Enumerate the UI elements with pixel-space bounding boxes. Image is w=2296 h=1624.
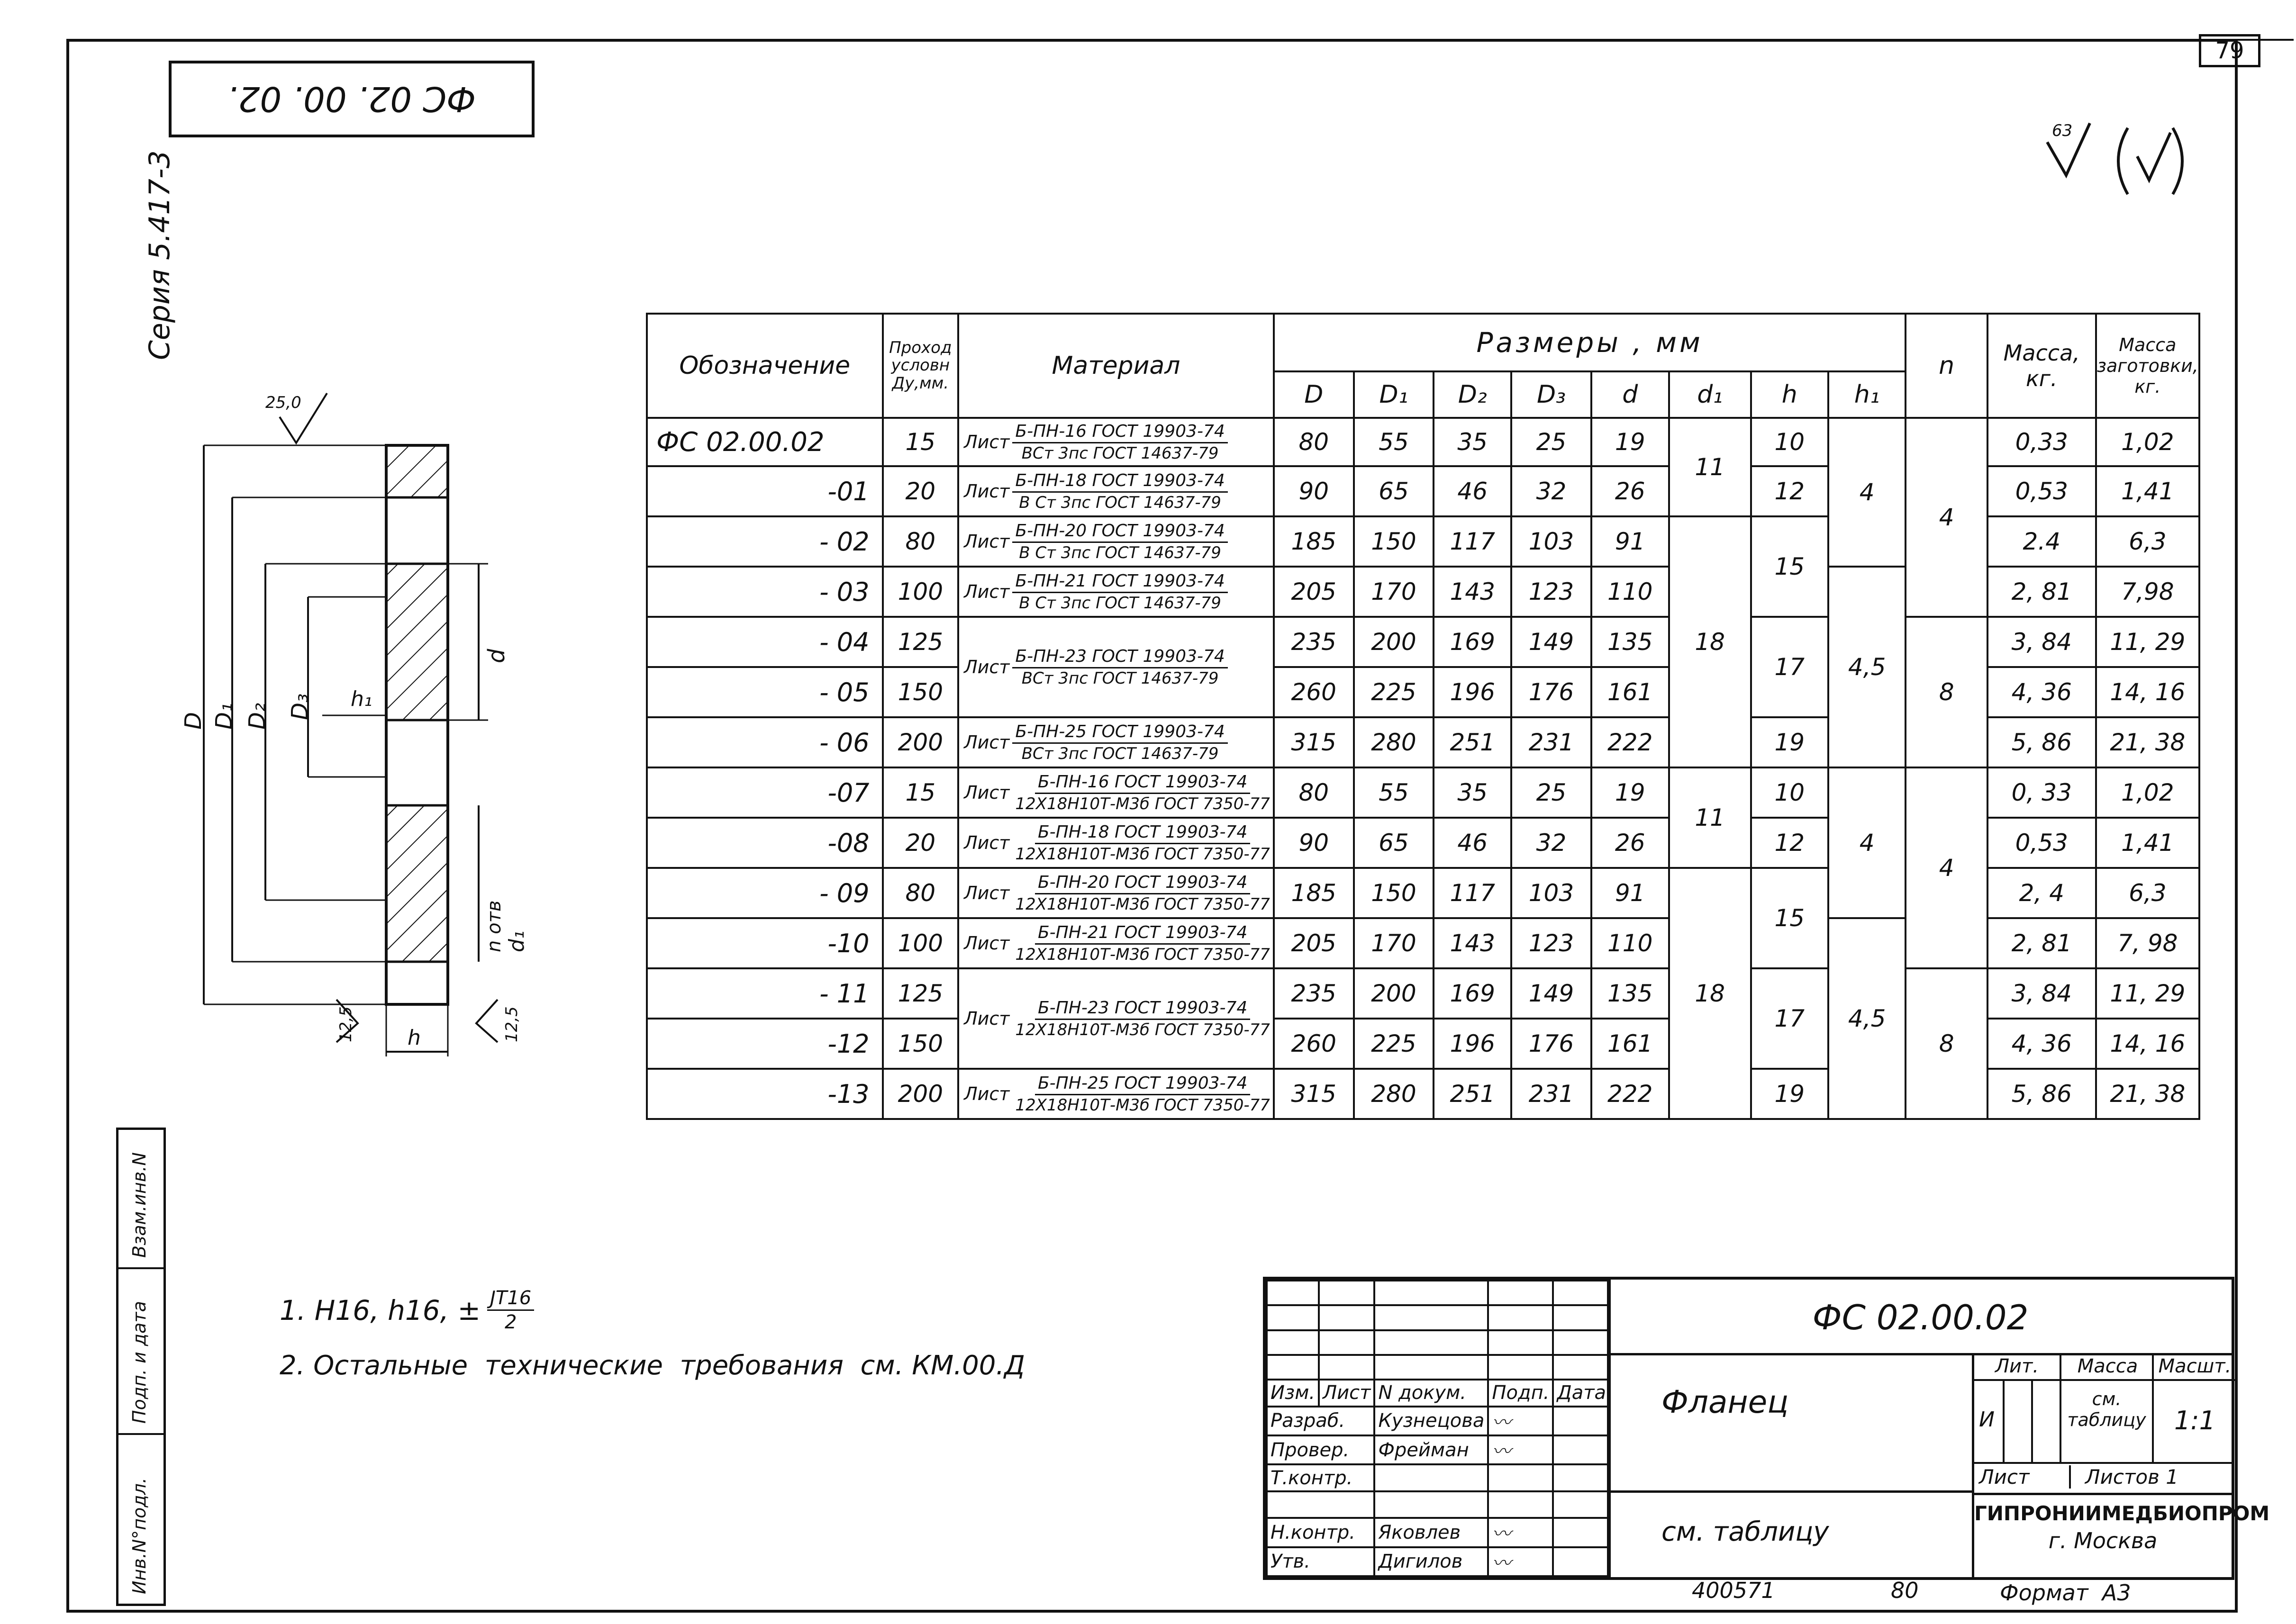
cell-D: 90 xyxy=(1274,818,1354,868)
material-word: Лист xyxy=(964,481,1010,502)
tb-n-utv: Дигилов xyxy=(1374,1547,1488,1576)
cell-mass: 3, 84 xyxy=(1987,617,2096,667)
cell-D3: 231 xyxy=(1511,1069,1591,1119)
cell-h: 17 xyxy=(1751,617,1828,717)
cell-D1: 170 xyxy=(1354,567,1434,617)
cell-blank-mass: 11, 29 xyxy=(2096,617,2199,667)
material-bottom: 12Х18Н10Т-М3б ГОСТ 7350-77 xyxy=(1015,1020,1270,1039)
cell-blank-mass: 11, 29 xyxy=(2096,968,2199,1019)
footer-inv: 400571 xyxy=(1692,1578,1775,1603)
cell-passage: 125 xyxy=(883,968,959,1019)
cell-designation: ФС 02.00.02 xyxy=(647,418,883,466)
cell-D1: 170 xyxy=(1354,918,1434,968)
note-1-text: 1. H16, h16, ± xyxy=(280,1294,481,1326)
tb-sheets-h: Листов 1 xyxy=(2069,1465,2178,1489)
cell-D3: 32 xyxy=(1511,466,1591,516)
cell-h: 12 xyxy=(1751,818,1828,868)
dim-D3: D₃ xyxy=(287,693,313,720)
cell-blank-mass: 21, 38 xyxy=(2096,1069,2199,1119)
cell-h: 19 xyxy=(1751,717,1828,767)
material-top: Б-ПН-23 ГОСТ 19903-74 xyxy=(1035,1000,1250,1020)
cell-D2: 143 xyxy=(1434,567,1511,617)
rough-top-label: 25,0 xyxy=(265,393,301,412)
material-top: Б-ПН-18 ГОСТ 19903-74 xyxy=(1035,824,1250,844)
material-word: Лист xyxy=(964,732,1010,753)
cell-designation: - 06 xyxy=(647,717,883,767)
tb-sheet-h: Лист xyxy=(1979,1465,2030,1489)
material-bottom: В Ст 3пс ГОСТ 14637-79 xyxy=(1019,593,1221,613)
tb-h-list: Лист xyxy=(1319,1380,1374,1406)
cell-material xyxy=(958,466,1274,516)
cell-passage: 100 xyxy=(883,567,959,617)
cell-blank-mass: 6,3 xyxy=(2096,868,2199,918)
cell-D: 90 xyxy=(1274,466,1354,516)
cell-mass: 0,53 xyxy=(1987,818,2096,868)
material-word: Лист xyxy=(964,432,1010,452)
top-line xyxy=(66,39,2294,41)
dim-n-otv: n отв xyxy=(483,900,505,952)
cell-h: 12 xyxy=(1751,466,1828,516)
header-n: n xyxy=(1906,314,1987,418)
cell-D2: 117 xyxy=(1434,868,1511,918)
cell-d: 161 xyxy=(1591,1019,1669,1069)
cell-mass: 3, 84 xyxy=(1987,968,2096,1019)
material-word: Лист xyxy=(964,657,1010,677)
header-designation: Обозначение xyxy=(647,314,883,418)
cell-D: 185 xyxy=(1274,868,1354,918)
tb-material: см. таблицу xyxy=(1607,1493,1972,1577)
dim-h: h xyxy=(408,1026,421,1050)
cell-D1: 225 xyxy=(1354,667,1434,717)
rough-right-label: 12,5 xyxy=(502,1006,521,1042)
code-box-text: ФС 02. 00. 02. xyxy=(227,79,476,119)
header-h: h xyxy=(1751,371,1828,418)
cell-mass: 4, 36 xyxy=(1987,667,2096,717)
cell-D1: 200 xyxy=(1354,968,1434,1019)
cell-material xyxy=(958,717,1274,767)
header-D2: D₂ xyxy=(1434,371,1511,418)
cell-D: 260 xyxy=(1274,667,1354,717)
material-top: Б-ПН-20 ГОСТ 19903-74 xyxy=(1012,523,1227,543)
cell-h1: 4,5 xyxy=(1828,567,1906,767)
cell-blank-mass: 14, 16 xyxy=(2096,667,2199,717)
cell-designation: - 02 xyxy=(647,516,883,567)
cell-designation: - 09 xyxy=(647,868,883,918)
material-top: Б-ПН-25 ГОСТ 19903-74 xyxy=(1012,723,1227,744)
cell-material xyxy=(958,767,1274,818)
cell-D3: 103 xyxy=(1511,516,1591,567)
cell-D2: 196 xyxy=(1434,1019,1511,1069)
cell-mass: 2, 4 xyxy=(1987,868,2096,918)
cell-passage: 15 xyxy=(883,418,959,466)
cell-D2: 35 xyxy=(1434,418,1511,466)
cell-blank-mass: 1,02 xyxy=(2096,418,2199,466)
cell-D3: 149 xyxy=(1511,617,1591,667)
cell-D2: 196 xyxy=(1434,667,1511,717)
note-1 xyxy=(280,1289,534,1332)
cell-blank-mass: 1,41 xyxy=(2096,466,2199,516)
cell-D1: 150 xyxy=(1354,516,1434,567)
material-bottom: ВСт 3пс ГОСТ 14637-79 xyxy=(1021,668,1219,688)
cell-passage: 20 xyxy=(883,818,959,868)
header-passage: Проход условн Ду,мм. xyxy=(883,314,959,418)
cell-passage: 125 xyxy=(883,617,959,667)
rough-left-label: 12,5 xyxy=(336,1006,355,1042)
tb-mass-h: Масса xyxy=(2060,1355,2154,1381)
cell-D: 315 xyxy=(1274,1069,1354,1119)
cell-designation: -12 xyxy=(647,1019,883,1069)
cell-n: 4 xyxy=(1906,418,1987,617)
cell-h: 17 xyxy=(1751,968,1828,1069)
material-bottom: В Ст 3пс ГОСТ 14637-79 xyxy=(1019,543,1221,562)
cell-mass: 0,33 xyxy=(1987,418,2096,466)
tb-r-prover: Провер. xyxy=(1267,1435,1374,1464)
cell-d: 19 xyxy=(1591,418,1669,466)
cell-d1: 18 xyxy=(1669,516,1751,767)
material-word: Лист xyxy=(964,531,1010,552)
cell-d: 161 xyxy=(1591,667,1669,717)
cell-d: 222 xyxy=(1591,717,1669,767)
cell-D: 80 xyxy=(1274,418,1354,466)
table-row xyxy=(647,767,2199,818)
cell-D1: 65 xyxy=(1354,818,1434,868)
cell-designation: -13 xyxy=(647,1069,883,1119)
material-bottom: 12Х18Н10Т-М3б ГОСТ 7350-77 xyxy=(1015,844,1270,864)
table-row xyxy=(647,968,2199,1019)
cell-designation: - 05 xyxy=(647,667,883,717)
cell-passage: 200 xyxy=(883,1069,959,1119)
cell-mass: 2, 81 xyxy=(1987,918,2096,968)
cell-d: 91 xyxy=(1591,516,1669,567)
cell-designation: -10 xyxy=(647,918,883,968)
cell-mass: 0, 33 xyxy=(1987,767,2096,818)
cell-designation: -07 xyxy=(647,767,883,818)
cell-n: 8 xyxy=(1906,968,1987,1119)
cell-h: 10 xyxy=(1751,767,1828,818)
header-material: Материал xyxy=(958,314,1274,418)
cell-h: 10 xyxy=(1751,418,1828,466)
note-1-den: 2 xyxy=(504,1311,517,1333)
cell-D3: 25 xyxy=(1511,418,1591,466)
cell-mass: 5, 86 xyxy=(1987,1069,2096,1119)
cell-blank-mass: 1,02 xyxy=(2096,767,2199,818)
note-1-num: JT16 xyxy=(487,1289,534,1311)
header-blank-mass: Масса заготовки, кг. xyxy=(2096,314,2199,418)
cell-h: 15 xyxy=(1751,868,1828,968)
header-d: d xyxy=(1591,371,1669,418)
cell-D: 185 xyxy=(1274,516,1354,567)
cell-material xyxy=(958,1069,1274,1119)
cell-D: 205 xyxy=(1274,567,1354,617)
cell-D2: 35 xyxy=(1434,767,1511,818)
tb-r-tkontr: Т.контр. xyxy=(1267,1464,1374,1491)
cell-D2: 143 xyxy=(1434,918,1511,968)
tb-city: г. Москва xyxy=(2048,1528,2158,1553)
tb-r-nkontr: Н.контр. xyxy=(1267,1518,1374,1547)
cell-d: 222 xyxy=(1591,1069,1669,1119)
cell-blank-mass: 1,41 xyxy=(2096,818,2199,868)
cell-blank-mass: 7,98 xyxy=(2096,567,2199,617)
dim-D: D xyxy=(180,712,207,730)
cell-D: 80 xyxy=(1274,767,1354,818)
header-h1: h₁ xyxy=(1828,371,1906,418)
cell-d1: 11 xyxy=(1669,418,1751,516)
cell-D3: 176 xyxy=(1511,667,1591,717)
header-D3: D₃ xyxy=(1511,371,1591,418)
header-d1: d₁ xyxy=(1669,371,1751,418)
cell-D: 235 xyxy=(1274,617,1354,667)
cell-passage: 15 xyxy=(883,767,959,818)
cell-D1: 55 xyxy=(1354,418,1434,466)
material-top: Б-ПН-21 ГОСТ 19903-74 xyxy=(1035,924,1250,945)
cell-D: 315 xyxy=(1274,717,1354,767)
tb-h-ndok: N докум. xyxy=(1374,1380,1488,1406)
cell-designation: -01 xyxy=(647,466,883,516)
tb-scale-v: 1:1 xyxy=(2152,1379,2236,1462)
material-bottom: В Ст 3пс ГОСТ 14637-79 xyxy=(1019,493,1221,512)
cell-passage: 150 xyxy=(883,667,959,717)
cell-designation: -08 xyxy=(647,818,883,868)
left-stamp xyxy=(116,1128,166,1606)
cell-h1: 4 xyxy=(1828,767,1906,918)
cell-passage: 80 xyxy=(883,868,959,918)
footer-format: Формат А3 xyxy=(2000,1580,2131,1606)
cell-passage: 200 xyxy=(883,717,959,767)
dim-D2: D₂ xyxy=(244,703,271,730)
footer-num: 80 xyxy=(1891,1578,1919,1603)
cell-material xyxy=(958,516,1274,567)
tb-lit-block xyxy=(1972,1355,2232,1493)
cell-D2: 169 xyxy=(1434,617,1511,667)
cell-mass: 2.4 xyxy=(1987,516,2096,567)
cell-D: 235 xyxy=(1274,968,1354,1019)
cell-blank-mass: 21, 38 xyxy=(2096,717,2199,767)
tb-h-izm: Изм. xyxy=(1267,1380,1319,1406)
cell-material xyxy=(958,617,1274,717)
cell-designation: - 03 xyxy=(647,567,883,617)
cell-blank-mass: 6,3 xyxy=(2096,516,2199,567)
page-number: 79 xyxy=(2199,34,2260,67)
material-top: Б-ПН-23 ГОСТ 19903-74 xyxy=(1012,648,1227,668)
dim-h1: h₁ xyxy=(351,687,372,711)
tb-org-block xyxy=(1972,1493,2270,1577)
cell-D2: 251 xyxy=(1434,717,1511,767)
tb-name: Фланец xyxy=(1607,1355,1972,1493)
cell-passage: 150 xyxy=(883,1019,959,1069)
cell-h1: 4,5 xyxy=(1828,918,1906,1119)
note-2: 2. Остальные технические требования см. КМ.00.Д xyxy=(280,1350,1025,1381)
cell-mass: 2, 81 xyxy=(1987,567,2096,617)
cell-D3: 123 xyxy=(1511,567,1591,617)
cell-d: 26 xyxy=(1591,818,1669,868)
cell-d: 26 xyxy=(1591,466,1669,516)
cell-d: 135 xyxy=(1591,968,1669,1019)
cell-D2: 46 xyxy=(1434,818,1511,868)
cell-D: 205 xyxy=(1274,918,1354,968)
tb-lit-h: Лит. xyxy=(1974,1355,2060,1381)
dim-D1: D₁ xyxy=(211,703,237,730)
material-word: Лист xyxy=(964,933,1010,954)
cell-material xyxy=(958,818,1274,868)
dim-d: d xyxy=(483,649,510,663)
tb-doc-code: ФС 02.00.02 xyxy=(1607,1280,2232,1355)
material-bottom: ВСт 3пс ГОСТ 14637-79 xyxy=(1021,443,1219,463)
cell-D2: 117 xyxy=(1434,516,1511,567)
cell-D2: 46 xyxy=(1434,466,1511,516)
material-word: Лист xyxy=(964,581,1010,602)
cell-d1: 11 xyxy=(1669,767,1751,868)
cell-n: 4 xyxy=(1906,767,1987,968)
title-block: Изм. Лист N докум. Подп. Дата Разраб. Кузнецова 〰 Провер. Фрейман 〰 Т.контр. Н.контр. Яковлев 〰 Утв. Дигилов 〰 ФС 02.00.02 Фланец см. таблицу Лит. Масса Масшт. И см. таблицу 1:1 Лист Листов 1 ГИПРОНИИМЕДБИОПРОМ г. Москва xyxy=(1263,1277,2234,1580)
cell-D1: 280 xyxy=(1354,717,1434,767)
tb-org: ГИПРОНИИМЕДБИОПРОМ xyxy=(1974,1502,2270,1525)
material-top: Б-ПН-16 ГОСТ 19903-74 xyxy=(1012,423,1227,443)
tb-mass-v: см. таблицу xyxy=(2060,1379,2152,1462)
code-box xyxy=(169,61,535,137)
cell-h1: 4 xyxy=(1828,418,1906,567)
flange-drawing xyxy=(171,388,550,1071)
tb-n-razrab: Кузнецова xyxy=(1374,1407,1488,1435)
cell-blank-mass: 7, 98 xyxy=(2096,918,2199,968)
cell-material xyxy=(958,918,1274,968)
cell-material xyxy=(958,968,1274,1069)
cell-material xyxy=(958,868,1274,918)
cell-mass: 5, 86 xyxy=(1987,717,2096,767)
material-bottom: 12Х18Н10Т-М3б ГОСТ 7350-77 xyxy=(1015,945,1270,964)
header-dimensions: Размеры , мм xyxy=(1274,314,1906,371)
stamp-podp: Подп. и дата xyxy=(129,1301,150,1424)
cell-D2: 169 xyxy=(1434,968,1511,1019)
spec-table xyxy=(646,313,2200,1120)
material-bottom: ВСт 3пс ГОСТ 14637-79 xyxy=(1021,744,1219,763)
cell-d1: 18 xyxy=(1669,868,1751,1119)
cell-h: 15 xyxy=(1751,516,1828,617)
cell-D1: 225 xyxy=(1354,1019,1434,1069)
cell-D3: 103 xyxy=(1511,868,1591,918)
cell-D1: 200 xyxy=(1354,617,1434,667)
material-top: Б-ПН-25 ГОСТ 19903-74 xyxy=(1035,1075,1250,1095)
header-mass: Масса, кг. xyxy=(1987,314,2096,418)
cell-d: 110 xyxy=(1591,567,1669,617)
material-word: Лист xyxy=(964,1083,1010,1104)
stamp-inv: Инв.N°подл. xyxy=(129,1478,150,1594)
table-row xyxy=(647,418,2199,466)
tb-n-nkontr: Яковлев xyxy=(1374,1518,1488,1547)
cell-blank-mass: 14, 16 xyxy=(2096,1019,2199,1069)
table-row xyxy=(647,617,2199,667)
cell-d: 135 xyxy=(1591,617,1669,667)
cell-D1: 55 xyxy=(1354,767,1434,818)
material-top: Б-ПН-16 ГОСТ 19903-74 xyxy=(1035,774,1250,794)
material-word: Лист xyxy=(964,782,1010,803)
cell-mass: 0,53 xyxy=(1987,466,2096,516)
material-top: Б-ПН-20 ГОСТ 19903-74 xyxy=(1035,874,1250,894)
cell-D3: 176 xyxy=(1511,1019,1591,1069)
cell-material xyxy=(958,418,1274,466)
cell-D1: 65 xyxy=(1354,466,1434,516)
cell-d: 110 xyxy=(1591,918,1669,968)
cell-D1: 280 xyxy=(1354,1069,1434,1119)
cell-d: 91 xyxy=(1591,868,1669,918)
tb-h-data: Дата xyxy=(1553,1380,1610,1406)
material-bottom: 12Х18Н10Т-М3б ГОСТ 7350-77 xyxy=(1015,1095,1270,1115)
roughness-value: 63 xyxy=(2052,121,2073,140)
cell-material xyxy=(958,567,1274,617)
material-word: Лист xyxy=(964,1008,1010,1029)
roughness-symbol xyxy=(2038,114,2189,208)
header-D1: D₁ xyxy=(1354,371,1434,418)
cell-mass: 4, 36 xyxy=(1987,1019,2096,1069)
cell-D3: 231 xyxy=(1511,717,1591,767)
material-bottom: 12Х18Н10Т-М3б ГОСТ 7350-77 xyxy=(1015,794,1270,813)
material-word: Лист xyxy=(964,832,1010,853)
cell-designation: - 11 xyxy=(647,968,883,1019)
header-D: D xyxy=(1274,371,1354,418)
cell-D3: 32 xyxy=(1511,818,1591,868)
cell-passage: 100 xyxy=(883,918,959,968)
cell-d: 19 xyxy=(1591,767,1669,818)
material-bottom: 12Х18Н10Т-М3б ГОСТ 7350-77 xyxy=(1015,894,1270,914)
cell-D2: 251 xyxy=(1434,1069,1511,1119)
tb-r-utv: Утв. xyxy=(1267,1547,1374,1576)
cell-D3: 149 xyxy=(1511,968,1591,1019)
cell-D3: 123 xyxy=(1511,918,1591,968)
cell-D1: 150 xyxy=(1354,868,1434,918)
cell-D3: 25 xyxy=(1511,767,1591,818)
stamp-vzam: Взам.инв.N xyxy=(129,1152,150,1258)
cell-passage: 80 xyxy=(883,516,959,567)
dim-d1: d₁ xyxy=(505,930,529,952)
cell-D: 260 xyxy=(1274,1019,1354,1069)
cell-n: 8 xyxy=(1906,617,1987,767)
material-word: Лист xyxy=(964,883,1010,903)
cell-h: 19 xyxy=(1751,1069,1828,1119)
series-label: Серия 5.417-3 xyxy=(143,150,176,360)
tb-lit-v: И xyxy=(1979,1407,1995,1432)
tb-scale-h: Масшт. xyxy=(2152,1355,2236,1381)
cell-passage: 20 xyxy=(883,466,959,516)
material-top: Б-ПН-21 ГОСТ 19903-74 xyxy=(1012,573,1227,593)
tb-r-razrab: Разраб. xyxy=(1267,1407,1374,1435)
tb-h-podp: Подп. xyxy=(1488,1380,1553,1406)
cell-designation: - 04 xyxy=(647,617,883,667)
tb-n-prover: Фрейман xyxy=(1374,1435,1488,1464)
material-top: Б-ПН-18 ГОСТ 19903-74 xyxy=(1012,472,1227,493)
